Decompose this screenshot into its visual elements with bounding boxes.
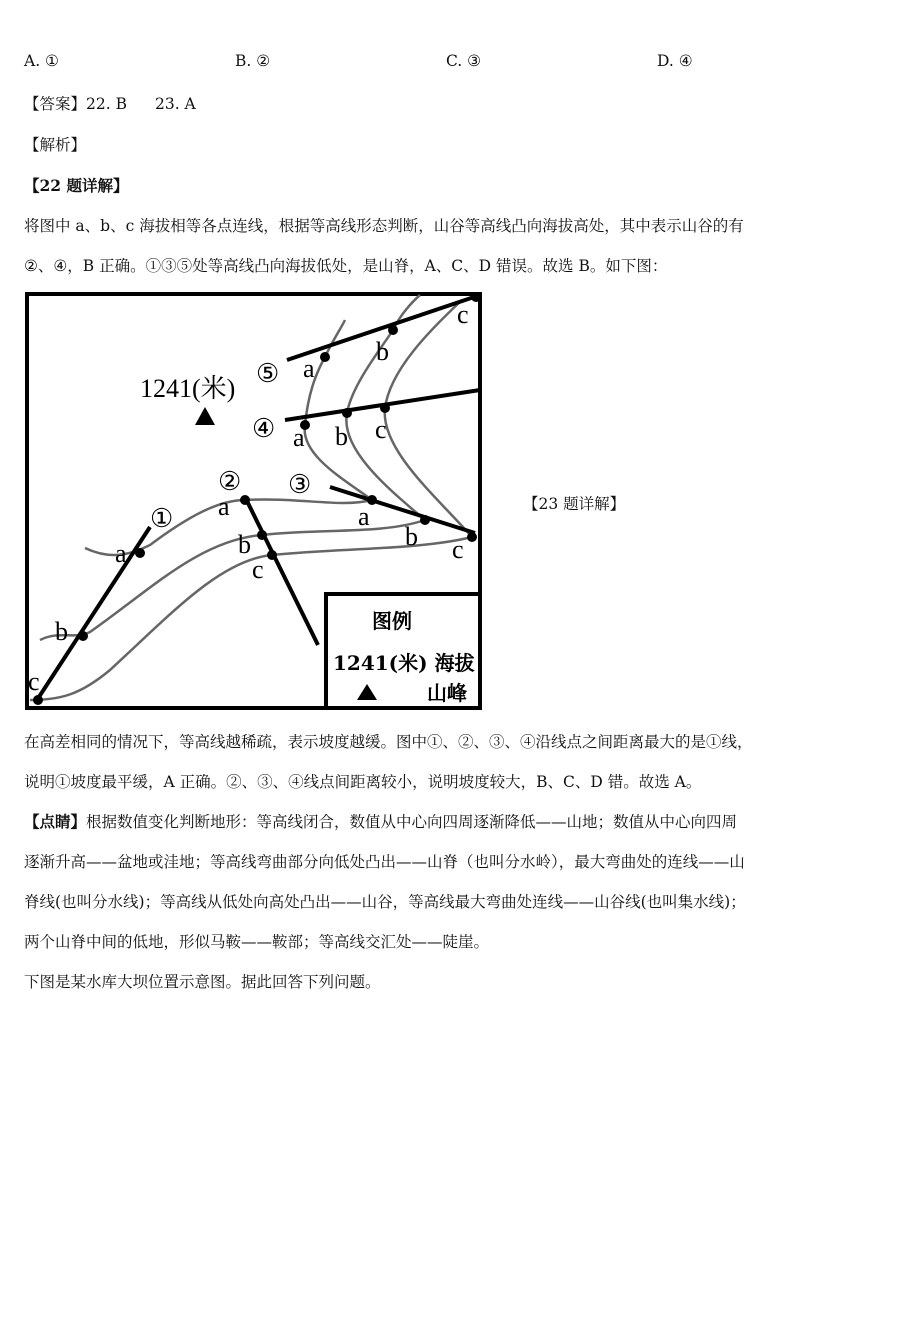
label-1: ① bbox=[150, 504, 174, 533]
tip-line: 【点睛】根据数值变化判断地形：等高线闭合，数值从中心向四周逐渐降低——山地；数值从中心向四周 bbox=[24, 812, 738, 831]
tip-line: 两个山脊中间的低地，形似马鞍——鞍部；等高线交汇处——陡崖。 bbox=[24, 933, 490, 951]
svg-text:c: c bbox=[375, 415, 387, 444]
option-d: D. ④ bbox=[657, 52, 693, 70]
tip-heading: 【点睛】 bbox=[24, 812, 87, 831]
answer-23: 23. A bbox=[154, 95, 196, 113]
svg-text:c: c bbox=[28, 667, 40, 696]
detail22-line: ②、④，B 正确。①③⑤处等高线凸向海拔低处，是山脊，A、C、D 错误。故选 B。如下图： bbox=[24, 257, 668, 275]
answer-label: 【答案】 bbox=[24, 95, 87, 113]
detail23-line: 说明①坡度最平缓，A 正确。②、③、④线点间距离较小，说明坡度较大，B、C、D 错。故选 A。 bbox=[24, 773, 702, 791]
peak-elevation: 1241(米) bbox=[140, 374, 236, 403]
svg-text:c: c bbox=[452, 535, 464, 564]
svg-text:b: b bbox=[55, 617, 68, 646]
detail22-line: 将图中 a、b、c 海拔相等各点连线，根据等高线形态判断，山谷等高线凸向海拔高处，其中表示山谷的有 bbox=[24, 217, 744, 235]
option-b: B. ② bbox=[235, 52, 271, 70]
analysis-heading: 【解析】 bbox=[24, 136, 87, 154]
legend-symbol-label: 山峰 bbox=[427, 681, 467, 705]
legend-title: 图例 bbox=[372, 609, 412, 633]
svg-text:a: a bbox=[115, 539, 127, 568]
svg-text:b: b bbox=[335, 422, 348, 451]
detail23-line: 在高差相同的情况下，等高线越稀疏，表示坡度越缓。图中①、②、③、④沿线点之间距离最大的是①线， bbox=[24, 733, 753, 751]
option-a: A. ① bbox=[24, 52, 59, 70]
tip-line: 脊线(也叫分水线)；等高线从低处向高处凸出——山谷，等高线最大弯曲处连线——山谷线(也叫集水线)； bbox=[24, 893, 746, 911]
svg-text:a: a bbox=[303, 354, 315, 383]
option-c: C. ③ bbox=[446, 52, 482, 70]
svg-text:b: b bbox=[376, 337, 389, 366]
label-2: ② bbox=[218, 467, 242, 496]
svg-text:a: a bbox=[218, 492, 230, 521]
peak-triangle-icon bbox=[195, 407, 215, 425]
tip-line: 逐渐升高——盆地或洼地；等高线弯曲部分向低处凸出——山脊（也叫分水岭），最大弯曲处的连线——山 bbox=[24, 853, 745, 871]
answer-22: 22. B bbox=[86, 95, 127, 113]
next-question-intro: 下图是某水库大坝位置示意图。据此回答下列问题。 bbox=[24, 973, 381, 991]
svg-text:c: c bbox=[252, 555, 264, 584]
detail23-heading: 【23 题详解】 bbox=[523, 495, 626, 513]
svg-text:a: a bbox=[293, 423, 305, 452]
line-1 bbox=[35, 527, 150, 703]
label-5: ⑤ bbox=[256, 359, 280, 388]
detail22-heading: 【22 题详解】 bbox=[24, 176, 129, 195]
label-3: ③ bbox=[288, 470, 312, 499]
svg-text:b: b bbox=[238, 530, 251, 559]
legend-entry: 1241(米) 海拔 bbox=[333, 651, 475, 675]
svg-text:a: a bbox=[358, 502, 370, 531]
svg-text:b: b bbox=[405, 522, 418, 551]
svg-text:c: c bbox=[457, 300, 469, 329]
label-4: ④ bbox=[252, 414, 276, 443]
